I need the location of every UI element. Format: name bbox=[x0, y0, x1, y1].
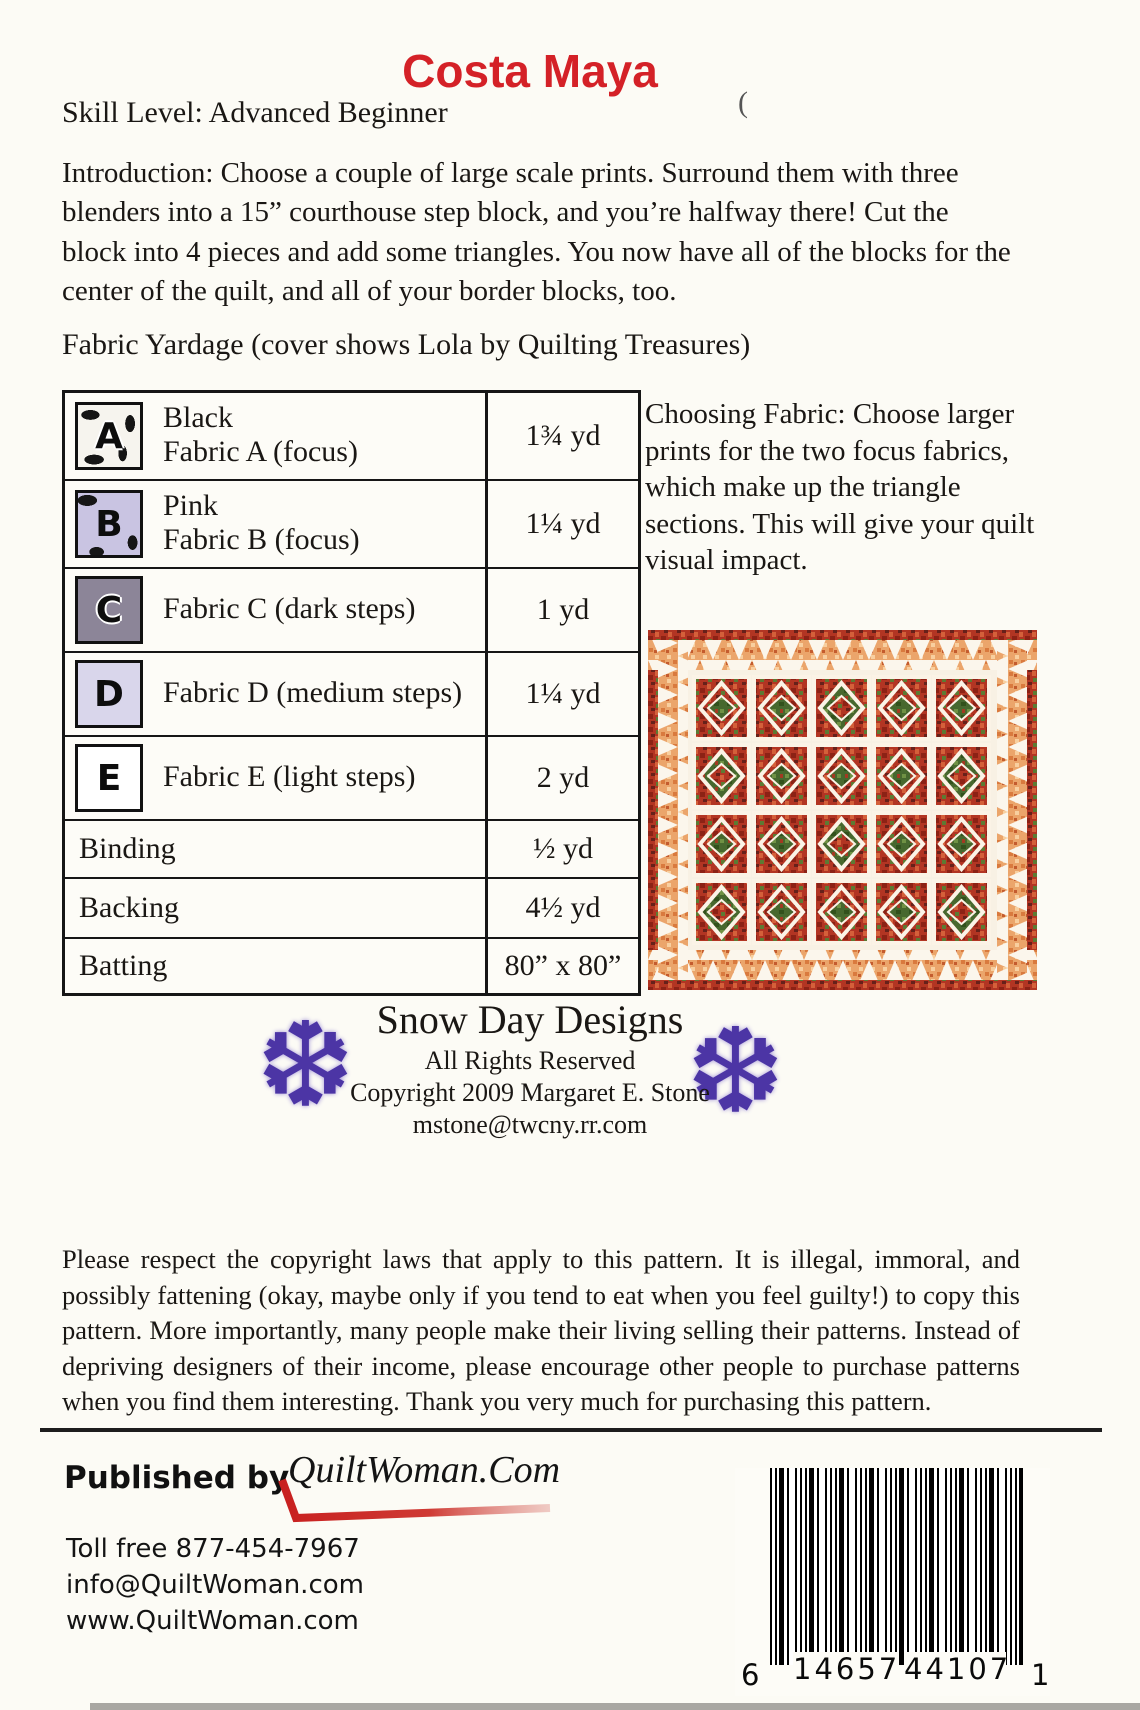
quilt-photo-graphic bbox=[648, 630, 1037, 990]
choosing-fabric-paragraph: Choosing Fabric: Choose larger prints for the two focus fabrics, which make up the triangle sections. This will give your quilt visual impact. bbox=[645, 398, 1035, 577]
toll-free-number: Toll free 877-454-7967 bbox=[66, 1534, 360, 1564]
table-row-fabric-d bbox=[65, 651, 638, 735]
fabric-a-color-name: Black bbox=[163, 400, 233, 434]
fabric-b-name: Fabric B (focus) bbox=[163, 523, 360, 556]
table-row-fabric-c bbox=[65, 567, 638, 651]
barcode-bars bbox=[770, 1468, 1023, 1665]
footer-divider bbox=[40, 1428, 1102, 1432]
barcode-right-digit: 1 bbox=[1031, 1658, 1050, 1692]
fabric-c-swatch-letter: C bbox=[95, 589, 123, 631]
fabric-e-swatch bbox=[75, 744, 143, 812]
page-title: Costa Maya bbox=[402, 45, 658, 97]
website-url: www.QuiltWoman.com bbox=[66, 1605, 359, 1636]
upc-barcode bbox=[735, 1468, 1050, 1696]
barcode-group-1: 14657 bbox=[793, 1652, 899, 1692]
fabric-b-desc-cell bbox=[65, 481, 485, 567]
yardage-heading: Fabric Yardage (cover shows Lola by Quilting Treasures) bbox=[62, 328, 751, 361]
fabric-e-amount: 2 yd bbox=[485, 737, 638, 819]
table-row-binding bbox=[65, 819, 638, 877]
table-row-batting bbox=[65, 937, 638, 993]
fabric-d-swatch bbox=[75, 660, 143, 728]
fabric-e-swatch-letter: E bbox=[96, 757, 122, 799]
fabric-d-swatch-letter: D bbox=[94, 673, 124, 715]
fabric-d-label bbox=[163, 676, 462, 712]
fabric-e-desc-cell bbox=[65, 737, 485, 819]
snowflake-icon: ❆ bbox=[686, 1002, 785, 1140]
quilt-photo bbox=[648, 630, 1037, 990]
batting-amount: 80” x 80” bbox=[485, 939, 638, 993]
quiltwoman-logo bbox=[272, 1444, 572, 1524]
fabric-b-amount: 1¼ yd bbox=[485, 481, 638, 567]
published-by-label: Published by bbox=[64, 1460, 290, 1496]
backing-desc-cell bbox=[65, 879, 485, 937]
fabric-a-label bbox=[163, 401, 358, 471]
copyright-line: Copyright 2009 Margaret E. Stone bbox=[350, 1078, 710, 1107]
binding-amount: ½ yd bbox=[485, 821, 638, 877]
batting-desc-cell bbox=[65, 939, 485, 993]
snowflake-icon: ❆ bbox=[256, 996, 355, 1134]
batting-label: Batting bbox=[79, 949, 168, 982]
fabric-d-name: Fabric D (medium steps) bbox=[163, 675, 463, 709]
fabric-c-amount: 1 yd bbox=[485, 569, 638, 651]
barcode-group-2: 44107 bbox=[904, 1652, 1006, 1692]
barcode-left-digit: 6 bbox=[741, 1658, 760, 1692]
rights-reserved: All Rights Reserved bbox=[424, 1046, 636, 1075]
fabric-a-swatch-letter: A bbox=[95, 415, 123, 457]
studio-email: mstone@twcny.rr.com bbox=[412, 1110, 648, 1139]
fabric-b-label bbox=[163, 489, 360, 559]
fabric-b-swatch bbox=[75, 490, 143, 558]
fabric-e-name: Fabric E (light steps) bbox=[163, 759, 416, 793]
table-row-fabric-e bbox=[65, 735, 638, 819]
skill-level: Skill Level: Advanced Beginner bbox=[62, 96, 448, 129]
fabric-a-name: Fabric A (focus) bbox=[163, 435, 358, 468]
publisher-name: QuiltWoman.Com bbox=[288, 1449, 561, 1491]
introduction-paragraph: Introduction: Choose a couple of large scale prints. Surround them with three blenders into a 15” courthouse step block, and you’re halfway there! Cut the block into 4 pieces and add some triangles. You now have all of the blocks for the center of the quilt, and all of your border blocks, too. bbox=[62, 157, 1011, 308]
backing-label: Backing bbox=[79, 891, 179, 924]
fabric-c-desc-cell bbox=[65, 569, 485, 651]
fabric-c-swatch bbox=[75, 576, 143, 644]
fabric-d-desc-cell bbox=[65, 653, 485, 735]
table-row-fabric-a bbox=[65, 393, 638, 479]
fabric-yardage-table bbox=[62, 390, 641, 996]
scan-edge-strip bbox=[90, 1703, 1140, 1710]
scan-artifact: ( bbox=[738, 86, 748, 119]
backing-amount: 4½ yd bbox=[485, 879, 638, 937]
fabric-b-color-name: Pink bbox=[163, 488, 219, 522]
fabric-d-amount: 1¼ yd bbox=[485, 653, 638, 735]
table-row-fabric-b bbox=[65, 479, 638, 567]
contact-block bbox=[66, 1532, 364, 1640]
fabric-a-amount: 1¾ yd bbox=[485, 393, 638, 479]
fabric-a-desc-cell bbox=[65, 393, 485, 479]
table-row-backing bbox=[65, 877, 638, 937]
fabric-c-name: Fabric C (dark steps) bbox=[163, 591, 416, 625]
fabric-e-label bbox=[163, 760, 415, 796]
fabric-c-label bbox=[163, 592, 415, 628]
copyright-notice-paragraph: Please respect the copyright laws that apply to this pattern. It is illegal, immoral, and possibly fattening (okay, maybe only if you tend to eat when you feel guilty!) to copy this pattern. More importantly, many people make their living selling their patterns. Instead of depriving designers of their income, please encourage other people to purchase patterns when you find them interesting. Thank you very much for purchasing this pattern. bbox=[62, 1244, 1020, 1416]
studio-name: Snow Day Designs bbox=[376, 997, 684, 1042]
contact-email: info@QuiltWoman.com bbox=[66, 1569, 364, 1600]
binding-desc-cell bbox=[65, 821, 485, 877]
binding-label: Binding bbox=[79, 832, 176, 865]
fabric-a-swatch bbox=[75, 402, 143, 470]
fabric-b-swatch-letter: B bbox=[95, 503, 123, 545]
